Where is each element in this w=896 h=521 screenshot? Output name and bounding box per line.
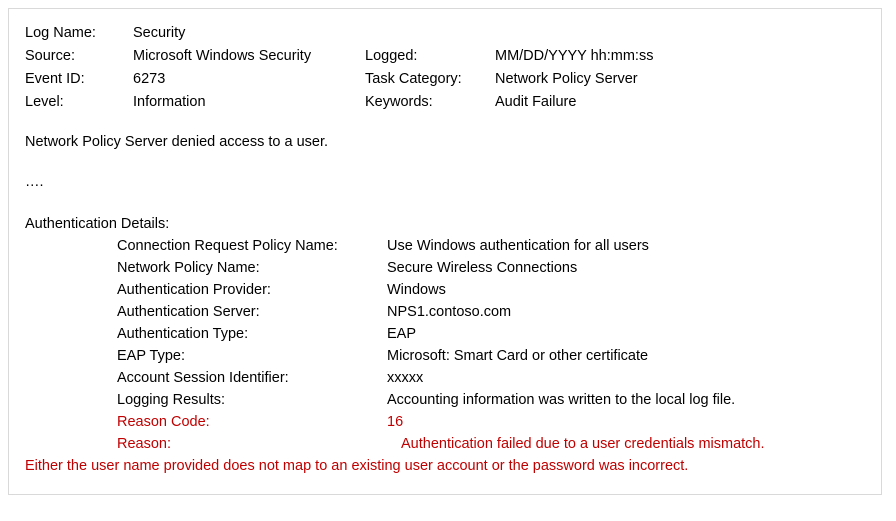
detail-value-eap-type: Microsoft: Smart Card or other certificate [387, 348, 649, 364]
task-category-value: Network Policy Server [495, 71, 638, 87]
detail-label-reason: Reason: [117, 436, 172, 452]
source-label: Source: [25, 48, 75, 64]
error-explanation-text: Either the user name provided does not map to an existing user account or the password was incorrect. [25, 458, 689, 474]
detail-label-authentication-server: Authentication Server: [117, 304, 260, 320]
event-id-label: Event ID: [25, 71, 85, 87]
header-body-spacer [25, 112, 865, 132]
detail-value-account-session-identifier: xxxxx [387, 370, 424, 386]
event-summary-text: Network Policy Server denied access to a user. [25, 134, 329, 150]
keywords-label: Keywords: [365, 94, 433, 110]
detail-label-authentication-type: Authentication Type: [117, 326, 249, 342]
detail-label-account-session-identifier: Account Session Identifier: [117, 370, 289, 386]
source-value: Microsoft Windows Security [133, 48, 312, 64]
header-row0-label2 [365, 23, 495, 43]
detail-value-network-policy-name: Secure Wireless Connections [387, 260, 578, 276]
detail-value-authentication-type: EAP [387, 326, 417, 342]
task-category-label: Task Category: [365, 71, 462, 87]
detail-label-eap-type: EAP Type: [117, 348, 185, 364]
event-header-grid [25, 23, 865, 112]
header-row0-value2 [495, 23, 865, 43]
event-id-value: 6273 [133, 71, 166, 87]
detail-label-authentication-provider: Authentication Provider: [117, 282, 271, 298]
detail-value-connection-request-policy-name: Use Windows authentication for all users [387, 238, 649, 254]
event-truncation-ellipsis: …. [25, 174, 44, 190]
log-name-value: Security [133, 25, 186, 41]
level-label: Level: [25, 94, 64, 110]
logged-label: Logged: [365, 48, 418, 64]
detail-label-connection-request-policy-name: Connection Request Policy Name: [117, 238, 338, 254]
log-name-label: Log Name: [25, 25, 96, 41]
detail-value-logging-results: Accounting information was written to the local log file. [387, 392, 736, 408]
detail-label-logging-results: Logging Results: [117, 392, 226, 408]
level-value: Information [133, 94, 206, 110]
keywords-value: Audit Failure [495, 94, 577, 110]
logged-value: MM/DD/YYYY hh:mm:ss [495, 48, 654, 64]
detail-label-network-policy-name: Network Policy Name: [117, 260, 260, 276]
detail-value-authentication-provider: Windows [387, 282, 446, 298]
detail-value-reason: Authentication failed due to a user credentials mismatch. [401, 436, 765, 452]
event-details-card [8, 8, 882, 495]
detail-label-reason-code: Reason Code: [117, 414, 210, 430]
authentication-details-title: Authentication Details: [25, 216, 170, 232]
detail-value-reason-code: 16 [387, 414, 404, 430]
authentication-details-grid [117, 236, 865, 455]
detail-value-authentication-server: NPS1.contoso.com [387, 304, 512, 320]
